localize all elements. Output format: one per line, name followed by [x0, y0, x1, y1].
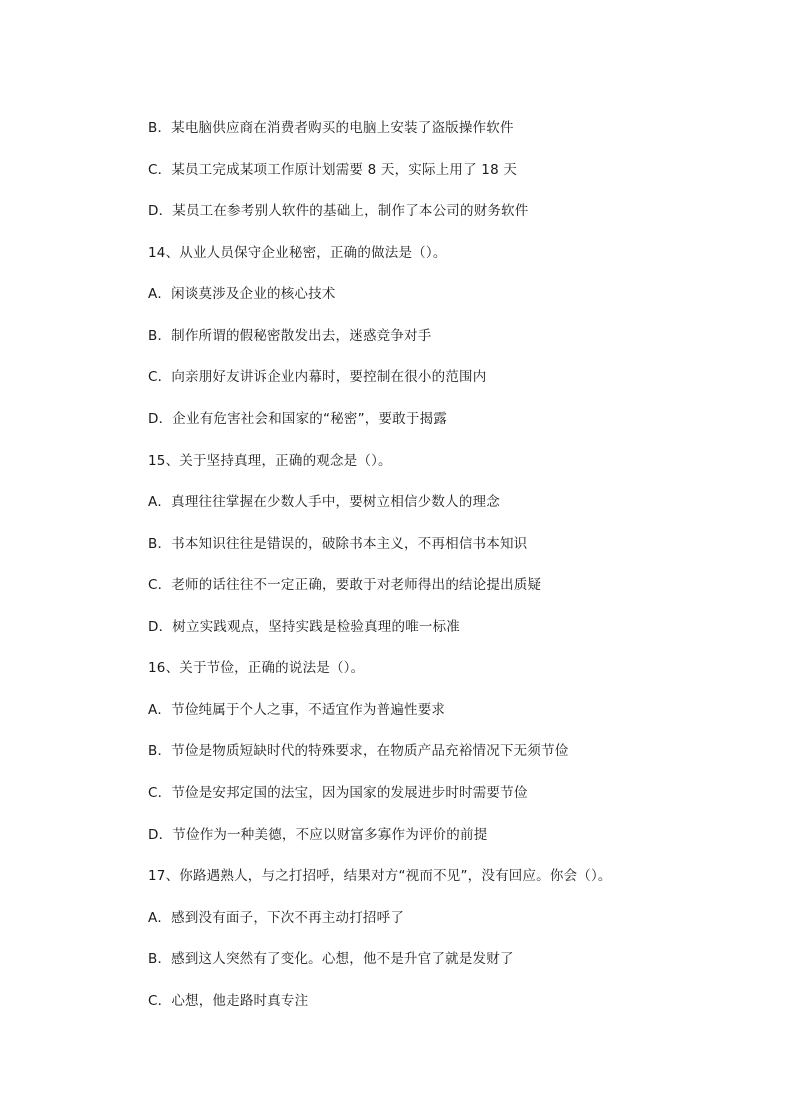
option-c-q17: C．心想，他走路时真专注 [148, 993, 309, 1009]
option-c-q14: C．向亲朋好友讲诉企业内幕时，要控制在很小的范围内 [148, 369, 487, 385]
question-14: 14、从业人员保守企业秘密，正确的做法是（）。 [148, 245, 447, 261]
option-a-q15: A．真理往往掌握在少数人手中，要树立相信少数人的理念 [148, 494, 500, 510]
question-16: 16、关于节俭，正确的说法是（）。 [148, 660, 365, 676]
option-c-q15: C．老师的话往往不一定正确，要敢于对老师得出的结论提出质疑 [148, 577, 542, 593]
option-d-q13: D．某员工在参考别人软件的基础上，制作了本公司的财务软件 [148, 203, 529, 219]
option-c-q13: C．某员工完成某项工作原计划需要 8 天，实际上用了 18 天 [148, 162, 518, 178]
option-c-q16: C．节俭是安邦定国的法宝，因为国家的发展进步时时需要节俭 [148, 785, 528, 801]
option-a-q17: A．感到没有面子，下次不再主动打招呼了 [148, 910, 405, 926]
option-a-q14: A．闲谈莫涉及企业的核心技术 [148, 286, 336, 302]
option-b-q16: B．节俭是物质短缺时代的特殊要求，在物质产品充裕情况下无须节俭 [148, 743, 569, 759]
option-b-q15: B．书本知识往往是错误的，破除书本主义，不再相信书本知识 [148, 536, 528, 552]
question-15: 15、关于坚持真理，正确的观念是（）。 [148, 453, 392, 469]
option-d-q14: D．企业有危害社会和国家的“秘密”，要敢于揭露 [148, 411, 447, 427]
question-17: 17、你路遇熟人，与之打招呼，结果对方“视而不见”，没有回应。你会（）。 [148, 868, 612, 884]
option-b-q13: B．某电脑供应商在消费者购买的电脑上安装了盗版操作软件 [148, 120, 514, 136]
option-b-q14: B．制作所谓的假秘密散发出去，迷惑竞争对手 [148, 328, 432, 344]
option-d-q16: D．节俭作为一种美德，不应以财富多寡作为评价的前提 [148, 827, 488, 843]
option-b-q17: B．感到这人突然有了变化。心想，他不是升官了就是发财了 [148, 951, 514, 967]
option-d-q15: D．树立实践观点，坚持实践是检验真理的唯一标准 [148, 619, 460, 635]
option-a-q16: A．节俭纯属于个人之事，不适宜作为普遍性要求 [148, 702, 446, 718]
